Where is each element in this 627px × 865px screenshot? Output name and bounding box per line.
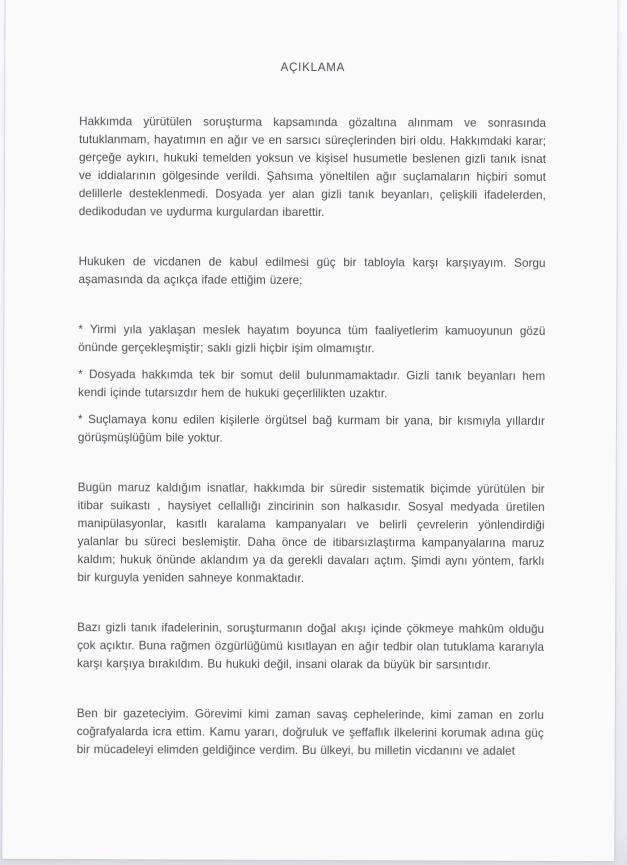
body-paragraph: Hakkımda yürütülen soruşturma kapsamında gözaltına alınmam ve sonrasında tutuklanmam, hayatımın en ağır ve en sarsıcı süreçlerinden biri oldu. Hakkımdaki karar; gerçeğe aykırı, hukuki temelden yoksun ve kişisel husumetle beslenen gizli tanık isnat ve iddialarının gölgesinde verildi. Şahsıma yöneltilen ağır suçlamaların hiçbiri somut delillerle desteklenmedi. Dosyada yer alan gizli tanık beyanları, çelişkili ifadelerden, dedikodudan ve uydurma kurgulardan ibarettir. <box>78 115 547 220</box>
document-content <box>77 113 546 761</box>
document-page <box>2 0 617 861</box>
bullet-paragraph: * Dosyada hakkımda tek bir somut delil bulunmamaktadır. Gizli tanık beyanları hem kendi içinde tutarsızdır hem de hukuki geçerlilikten uzaktır. <box>78 368 546 401</box>
body-paragraph: Bugün maruz kaldığım isnatlar, hakkımda bir süredir sistematik biçimde yürütülen bir itibar suikastı , haysiyet cellallığı zincirinin son halkasıdır. Sosyal medyada üretilen manipülasyonlar, kasıtlı karalama kampanyaları ve belirli çevrelerin yönlendirdiği yalanlar bu süreci beslemiştir. Daha önce de itibarsızlaştırma kampanyalarına maruz kaldım; hukuk önünde aklandım ya da gerekli davaları açtım. Şimdi aynı yöntem, farklı bir kurguyla yeniden sahneye konmaktadır. <box>77 481 545 585</box>
body-paragraph: Hukuken de vicdanen de kabul edilmesi güç bir tabloyla karşı karşıyayım. Sorgu aşamasında da açıkça ifade ettiğim üzere; <box>78 255 546 287</box>
body-paragraph: Ben bir gazeteciyim. Görevimi kimi zaman savaş cephelerinde, kimi zaman en zorlu coğrafyalarda icra ettim. Kamu yararı, doğruluk ve şeffaflık ilkelerini korumak adına güç bir mücadeleyi elimden geldiğince verdim. Bu ülkeyi, bu milletin vicdanını ve adalet <box>76 707 544 758</box>
bullet-paragraph: * Yirmi yıla yaklaşan meslek hayatım boyunca tüm faaliyetlerim kamuoyunun gözü önünde gerçekleşmiştir; saklı gizli hiçbir işim olmamıştır. <box>78 323 546 356</box>
body-paragraph: Bazı gizli tanık ifadelerinin, soruşturmanın doğal akışı içinde çökmeye mahkûm olduğu çok açıktır. Buna rağmen özgürlüğümü kısıtlayan en ağır tedbir olan tutuklama kararıyla karşı karşıya bırakıldım. Bu hukuki değil, insani olarak da büyük bir sarsıntıdır. <box>77 621 545 672</box>
bullet-paragraph: * Suçlamaya konu edilen kişilerle örgütsel bağ kurmam bir yana, bir kısmıyla yıllardır görüşmüşlüğüm bile yoktur. <box>77 413 546 445</box>
document-title: AÇIKLAMA <box>280 61 346 75</box>
